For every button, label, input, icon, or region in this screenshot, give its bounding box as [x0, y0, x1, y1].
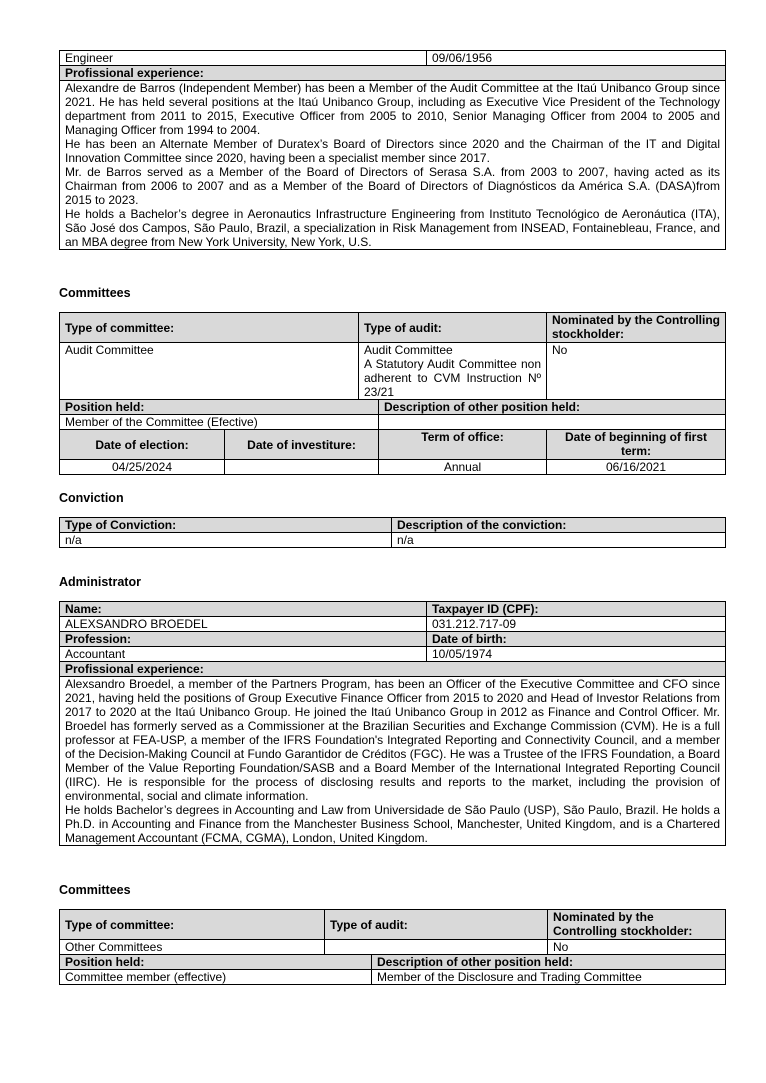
committees1-col-type: Type of committee: — [60, 313, 359, 343]
committees1-heading: Committees — [59, 286, 131, 300]
committees2-col-audit: Type of audit: — [325, 910, 548, 940]
conviction-heading: Conviction — [59, 491, 124, 505]
conviction-desc-label: Description of the conviction: — [392, 518, 726, 533]
committees2-col-type: Type of committee: — [60, 910, 325, 940]
committees2-type: Other Committees — [60, 940, 325, 955]
administrator-profession: Accountant — [60, 647, 427, 662]
person1-experience-p1: Alexandre de Barros (Independent Member) has been a Member of the Audit Committee at the Itaú Unibanco Group since 2021. He has held several positions at the Itaú Unibanco Group, including as Executive Vice President of the Technology department from 2011 to 2015, Executive Officer from 2005 to 2010, Senior Managing Officer from 2004 to 2005 and Managing Officer from 1994 to 2004. — [65, 81, 720, 137]
committees2-position-label: Position held: — [60, 955, 372, 970]
person1-date-of-birth: 09/06/1956 — [427, 51, 726, 66]
committees2-audit — [325, 940, 548, 955]
conviction-type-label: Type of Conviction: — [60, 518, 392, 533]
person1-experience — [60, 81, 726, 250]
person1-experience-p4: He holds a Bachelor’s degree in Aeronautics Infrastructure Engineering from Instituto Tecnológico de Aeronáutica (ITA), São José dos Campos, São Paulo, Brazil, a specialization in Risk Management from INSEAD, Fontainebleau, France, and an MBA degree from New York University, New York, U.S. — [65, 207, 720, 249]
committees1-term: Annual — [379, 460, 547, 475]
committees1-description — [379, 415, 726, 430]
committees1-table — [59, 312, 726, 475]
committees1-position-label: Position held: — [60, 400, 379, 415]
administrator-profession-label: Profession: — [60, 632, 427, 647]
committees1-election-label: Date of election: — [60, 430, 225, 460]
administrator-name-label: Name: — [60, 602, 427, 617]
administrator-cpf: 031.212.717-09 — [427, 617, 726, 632]
committees1-col-audit: Type of audit: — [359, 313, 547, 343]
administrator-experience — [60, 677, 726, 846]
committees2-description-label: Description of other position held: — [372, 955, 726, 970]
person1-table — [59, 50, 726, 250]
committees1-audit-line2: A Statutory Audit Committee non adherent to CVM Instruction Nº 23/21 — [364, 357, 541, 399]
committees2-col-nominated: Nominated by the Controlling stockholder: — [548, 910, 726, 940]
committees1-description-label: Description of other position held: — [379, 400, 726, 415]
conviction-type: n/a — [60, 533, 392, 548]
committees2-table — [59, 909, 726, 985]
administrator-experience-label: Profissional experience: — [60, 662, 726, 677]
committees1-election: 04/25/2024 — [60, 460, 225, 475]
committees1-beginning: 06/16/2021 — [547, 460, 726, 475]
committees1-investiture-label: Date of investiture: — [225, 430, 379, 460]
person1-experience-p2: He has been an Alternate Member of Duratex’s Board of Directors since 2020 and the Chairman of the IT and Digital Innovation Committee since 2020, having been a specialist member since 2017. — [65, 137, 720, 165]
committees1-type: Audit Committee — [60, 343, 359, 400]
person1-experience-p3: Mr. de Barros served as a Member of the Board of Directors of Serasa S.A. from 2003 to 2007, having acted as its Chairman from 2006 to 2007 and as a Member of the Board of Directors of Diagnósticos da América S.A. (DASA)from 2015 to 2023. — [65, 165, 720, 207]
committees1-position: Member of the Committee (Efective) — [60, 415, 379, 430]
committees2-nominated: No — [548, 940, 726, 955]
committees2-heading: Committees — [59, 883, 131, 897]
administrator-experience-p2: He holds Bachelor’s degrees in Accounting and Law from Universidade de São Paulo (USP), São Paulo, Brazil. He holds a Ph.D. in Accounting and Finance from the Manchester Business School, Manchester, United Kingdom, and is a Chartered Management Accountant (FCMA, CGMA), London, United Kingdom. — [65, 803, 720, 845]
administrator-experience-p1: Alexsandro Broedel, a member of the Partners Program, has been an Officer of the Executive Committee and CFO since 2021, having held the positions of Group Executive Finance Officer from 2015 to 2020 and Head of Investor Relations from 2017 to 2020 at the Itaú Unibanco Group. He joined the Itaú Unibanco Group in 2012 as Finance and Control Officer. Mr. Broedel has formerly served as a Commissioner at the Brazilian Securities and Exchange Commission (CVM). He is a full professor at FEA-USP, a member of the IFRS Foundation's Integrated Reporting and Connectivity Council, and a member of the Decision-Making Council at Fundo Garantidor de Créditos (FGC). He was a Trustee of the IFRS Foundation, a Board Member of the Value Reporting Foundation/SASB and a Board Member of the International Integrated Reporting Council (IIRC). He is responsible for the process of disclosing results and reports to the market, including the provision of environmental, social and climate information. — [65, 677, 720, 803]
administrator-heading: Administrator — [59, 575, 141, 589]
person1-profession: Engineer — [60, 51, 427, 66]
committees2-position: Committee member (effective) — [60, 970, 372, 985]
committees1-col-nominated: Nominated by the Controlling stockholder: — [547, 313, 726, 343]
committees1-term-label: Term of office: — [379, 430, 547, 460]
conviction-table — [59, 517, 726, 548]
committees1-nominated: No — [547, 343, 726, 400]
administrator-dob-label: Date of birth: — [427, 632, 726, 647]
committees2-description: Member of the Disclosure and Trading Committee — [372, 970, 726, 985]
administrator-table — [59, 601, 726, 846]
administrator-dob: 10/05/1974 — [427, 647, 726, 662]
administrator-cpf-label: Taxpayer ID (CPF): — [427, 602, 726, 617]
person1-experience-label: Profissional experience: — [60, 66, 726, 81]
conviction-desc: n/a — [392, 533, 726, 548]
committees1-audit — [359, 343, 547, 400]
administrator-name: ALEXSANDRO BROEDEL — [60, 617, 427, 632]
committees1-investiture — [225, 460, 379, 475]
committees1-audit-line1: Audit Committee — [364, 343, 453, 357]
committees1-beginning-label: Date of beginning of first term: — [547, 430, 726, 460]
